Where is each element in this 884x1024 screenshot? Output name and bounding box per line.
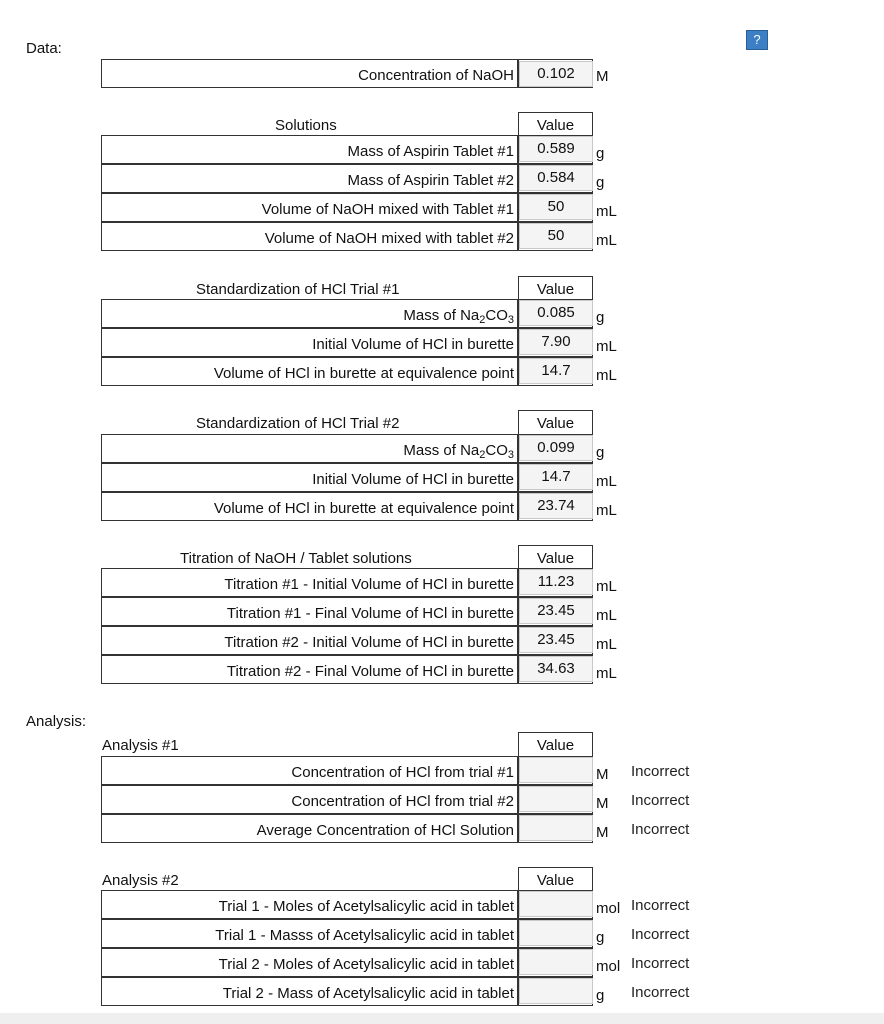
std1-value-input[interactable]: 7.90 (519, 329, 593, 355)
std2-row-label: Initial Volume of HCl in burette (101, 463, 519, 492)
naoh-concentration-input[interactable]: 0.102 (519, 61, 593, 87)
solutions-row-label: Volume of NaOH mixed with tablet #2 (101, 222, 519, 251)
analysis2-row-label: Trial 1 - Moles of Acetylsalicylic acid in tablet (101, 890, 519, 919)
std1-value-header: Value (518, 276, 593, 302)
std1-value-input[interactable]: 14.7 (519, 358, 593, 384)
analysis1-status: Incorrect (631, 763, 690, 780)
analysis2-status: Incorrect (631, 955, 690, 972)
analysis1-row-label: Average Concentration of HCl Solution (101, 814, 519, 843)
titration-title: Titration of NaOH / Tablet solutions (180, 550, 412, 567)
titration-value-input[interactable]: 23.45 (519, 627, 593, 653)
analysis2-value-input[interactable] (519, 949, 593, 975)
label-subscript: 3 (507, 449, 514, 461)
analysis2-unit: mol (596, 900, 621, 917)
solutions-title: Solutions (275, 117, 337, 134)
analysis2-value-header: Value (518, 867, 593, 893)
std1-unit: mL (596, 367, 617, 384)
std1-row-label: Initial Volume of HCl in burette (101, 328, 519, 357)
analysis2-value-input[interactable] (519, 891, 593, 917)
analysis1-row-label: Concentration of HCl from trial #2 (101, 785, 519, 814)
titration-unit: mL (596, 636, 617, 653)
std2-row-label (101, 434, 519, 463)
label-text: CO (485, 307, 508, 324)
analysis-heading: Analysis: (26, 713, 87, 730)
std2-unit: g (596, 444, 605, 461)
analysis1-value-input[interactable] (519, 757, 593, 783)
analysis1-value-input[interactable] (519, 815, 593, 841)
std1-row-label (101, 299, 519, 328)
help-button[interactable]: ? (746, 30, 768, 50)
std2-value-header: Value (518, 410, 593, 436)
analysis1-unit: M (596, 766, 609, 783)
analysis2-row-label: Trial 1 - Masss of Acetylsalicylic acid in tablet (101, 919, 519, 948)
analysis1-unit: M (596, 795, 609, 812)
naoh-concentration-unit: M (596, 68, 609, 85)
std2-unit: mL (596, 502, 617, 519)
analysis1-title: Analysis #1 (102, 737, 179, 754)
titration-unit: mL (596, 578, 617, 595)
analysis1-status: Incorrect (631, 821, 690, 838)
solutions-unit: g (596, 174, 605, 191)
titration-value-input[interactable]: 11.23 (519, 569, 593, 595)
titration-value-input[interactable]: 23.45 (519, 598, 593, 624)
analysis2-unit: g (596, 987, 605, 1004)
bottom-bar (0, 1013, 884, 1024)
label-subscript: 2 (479, 314, 486, 326)
label-text: Mass of Na (403, 442, 480, 459)
analysis2-unit: g (596, 929, 605, 946)
solutions-value-input[interactable]: 0.584 (519, 165, 593, 191)
titration-row-label: Titration #1 - Initial Volume of HCl in burette (101, 568, 519, 597)
naoh-concentration-label: Concentration of NaOH (101, 59, 519, 88)
solutions-value-input[interactable]: 50 (519, 194, 593, 220)
analysis1-unit: M (596, 824, 609, 841)
solutions-unit: g (596, 145, 605, 162)
solutions-row-label: Mass of Aspirin Tablet #2 (101, 164, 519, 193)
solutions-value-input[interactable]: 50 (519, 223, 593, 249)
solutions-unit: mL (596, 232, 617, 249)
titration-row-label: Titration #1 - Final Volume of HCl in burette (101, 597, 519, 626)
analysis2-value-input[interactable] (519, 978, 593, 1004)
solutions-row-label: Volume of NaOH mixed with Tablet #1 (101, 193, 519, 222)
titration-value-input[interactable]: 34.63 (519, 656, 593, 682)
std2-value-input[interactable]: 23.74 (519, 493, 593, 519)
std1-value-input[interactable]: 0.085 (519, 300, 593, 326)
analysis1-value-header: Value (518, 732, 593, 758)
analysis1-row-label: Concentration of HCl from trial #1 (101, 756, 519, 785)
data-heading: Data: (26, 40, 62, 57)
std1-unit: g (596, 309, 605, 326)
analysis2-unit: mol (596, 958, 621, 975)
std2-row-label: Volume of HCl in burette at equivalence point (101, 492, 519, 521)
solutions-row-label: Mass of Aspirin Tablet #1 (101, 135, 519, 164)
label-text: Mass of Na (403, 307, 480, 324)
std2-value-input[interactable]: 0.099 (519, 435, 593, 461)
analysis2-status: Incorrect (631, 926, 690, 943)
label-subscript: 3 (507, 314, 514, 326)
std1-title: Standardization of HCl Trial #1 (196, 281, 400, 298)
std1-unit: mL (596, 338, 617, 355)
titration-row-label: Titration #2 - Final Volume of HCl in burette (101, 655, 519, 684)
label-text: CO (485, 442, 508, 459)
std2-unit: mL (596, 473, 617, 490)
titration-unit: mL (596, 607, 617, 624)
label-subscript: 2 (479, 449, 486, 461)
analysis2-row-label: Trial 2 - Mass of Acetylsalicylic acid in tablet (101, 977, 519, 1006)
analysis2-status: Incorrect (631, 897, 690, 914)
analysis1-status: Incorrect (631, 792, 690, 809)
solutions-value-input[interactable]: 0.589 (519, 136, 593, 162)
solutions-value-header: Value (518, 112, 593, 138)
titration-row-label: Titration #2 - Initial Volume of HCl in burette (101, 626, 519, 655)
analysis2-value-input[interactable] (519, 920, 593, 946)
analysis2-row-label: Trial 2 - Moles of Acetylsalicylic acid in tablet (101, 948, 519, 977)
analysis2-status: Incorrect (631, 984, 690, 1001)
analysis1-value-input[interactable] (519, 786, 593, 812)
titration-value-header: Value (518, 545, 593, 571)
analysis2-title: Analysis #2 (102, 872, 179, 889)
titration-unit: mL (596, 665, 617, 682)
std1-row-label: Volume of HCl in burette at equivalence point (101, 357, 519, 386)
solutions-unit: mL (596, 203, 617, 220)
std2-value-input[interactable]: 14.7 (519, 464, 593, 490)
std2-title: Standardization of HCl Trial #2 (196, 415, 400, 432)
